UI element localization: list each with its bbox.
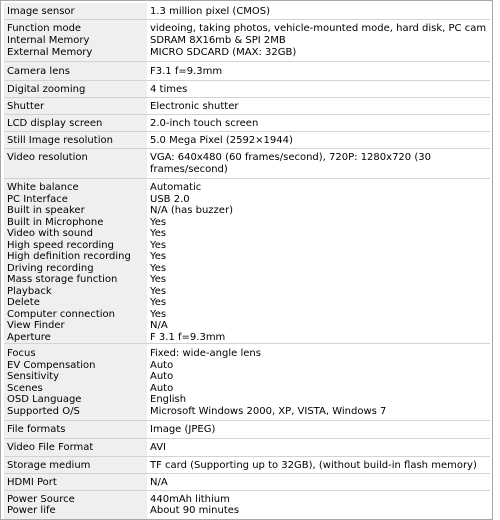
- spec-label: Scenes: [7, 382, 43, 394]
- spec-label: Built in Microphone: [7, 216, 104, 228]
- spec-label: Supported O/S: [7, 405, 80, 417]
- spec-label-cell: [4, 81, 147, 97]
- spec-row-storage-medium: [4, 457, 490, 474]
- spec-value: 440mAh lithium: [150, 494, 230, 505]
- spec-value: 2.0-inch touch screen: [150, 118, 259, 129]
- spec-row-hdmi-port: [4, 474, 490, 491]
- spec-value: Auto: [150, 359, 174, 371]
- spec-value: Yes: [150, 228, 167, 239]
- spec-value: VGA: 640x480 (60 frames/second), 720P: 1280x720 (30: [150, 152, 431, 163]
- spec-row-power-group: [4, 491, 490, 519]
- spec-value: SDRAM 8X16mb & SPI 2MB: [150, 35, 286, 46]
- spec-value-cell: [147, 62, 490, 80]
- spec-label: Mass storage function: [7, 274, 118, 285]
- spec-row-camera-lens: [4, 62, 490, 81]
- spec-value: F 3.1 f=9.3mm: [150, 331, 226, 343]
- spec-value-cell: [147, 20, 490, 61]
- spec-value: Auto: [150, 371, 174, 382]
- spec-value: Microsoft Windows 2000, XP, VISTA, Windows 7: [150, 405, 387, 417]
- spec-label: Function mode: [7, 23, 82, 34]
- spec-label: View Finder: [7, 320, 65, 331]
- spec-label-cell: [4, 20, 147, 61]
- spec-value-cell: [147, 421, 490, 438]
- spec-value: Yes: [150, 308, 167, 320]
- spec-label: Aperture: [7, 331, 51, 343]
- spec-label: Driving recording: [7, 262, 94, 274]
- spec-row-video-file-format: [4, 439, 490, 457]
- spec-label-cell: [4, 132, 147, 148]
- spec-row-features-group: [4, 179, 490, 344]
- spec-value-cell: [147, 179, 490, 343]
- spec-value-cell: [147, 3, 490, 19]
- spec-value: F3.1 f=9.3mm: [150, 66, 223, 77]
- spec-row-lcd-display: [4, 115, 490, 132]
- spec-label: External Memory: [7, 47, 93, 58]
- spec-label: PC Interface: [7, 193, 68, 205]
- spec-row-digital-zooming: [4, 81, 490, 98]
- spec-value-cell: [147, 457, 490, 473]
- spec-value: Auto: [150, 382, 174, 394]
- spec-label-cell: [4, 421, 147, 438]
- spec-label: HDMI Port: [7, 477, 57, 488]
- spec-value: About 90 minutes: [150, 505, 240, 516]
- spec-label: Shutter: [7, 101, 45, 112]
- spec-row-settings-group: [4, 344, 490, 421]
- spec-row-image-sensor: [4, 3, 490, 20]
- spec-value: Image (JPEG): [150, 424, 216, 435]
- spec-label: Sensitivity: [7, 371, 60, 382]
- spec-value: Yes: [150, 239, 167, 251]
- spec-label: Image sensor: [7, 6, 75, 17]
- spec-label: Focus: [7, 348, 36, 359]
- spec-value: Electronic shutter: [150, 101, 239, 112]
- spec-value: Yes: [150, 262, 167, 274]
- spec-label: File formats: [7, 424, 66, 435]
- spec-value-cell: [147, 474, 490, 490]
- spec-row-still-image-resolution: [4, 132, 490, 149]
- spec-value: 1.3 million pixel (CMOS): [150, 6, 271, 17]
- spec-label-cell: [4, 457, 147, 473]
- spec-value-cell: [147, 439, 490, 456]
- spec-label: Digital zooming: [7, 84, 86, 95]
- spec-value-cell: [147, 81, 490, 97]
- spec-value: Fixed: wide-angle lens: [150, 348, 261, 359]
- spec-label-cell: [4, 344, 147, 420]
- spec-label: EV Compensation: [7, 359, 96, 371]
- spec-label-cell: [4, 149, 147, 178]
- spec-label: High definition recording: [7, 251, 131, 262]
- spec-label: Playback: [7, 285, 52, 297]
- spec-value-cell: [147, 149, 490, 178]
- spec-value: frames/second): [150, 164, 228, 175]
- spec-row-file-formats: [4, 421, 490, 439]
- spec-label: Video with sound: [7, 228, 93, 239]
- spec-row-function-memory: [4, 20, 490, 62]
- spec-label: Built in speaker: [7, 205, 85, 216]
- spec-label: Video resolution: [7, 152, 88, 163]
- spec-value: AVI: [150, 442, 166, 453]
- spec-value: Yes: [150, 274, 167, 285]
- spec-label: High speed recording: [7, 239, 114, 251]
- spec-value: videoing, taking photos, vehicle-mounted mode, hard disk, PC cam: [150, 23, 487, 34]
- spec-value-cell: [147, 132, 490, 148]
- spec-label-cell: [4, 98, 147, 114]
- spec-value: N/A: [150, 320, 168, 331]
- spec-value-cell: [147, 344, 490, 420]
- spec-label-cell: [4, 62, 147, 80]
- spec-value-cell: [147, 98, 490, 114]
- spec-row-shutter: [4, 98, 490, 115]
- spec-label: Internal Memory: [7, 35, 90, 46]
- spec-value: Automatic: [150, 182, 202, 193]
- spec-value: 4 times: [150, 84, 188, 95]
- spec-label-cell: [4, 474, 147, 490]
- spec-value: 5.0 Mega Pixel (2592×1944): [150, 135, 293, 146]
- spec-value: Yes: [150, 297, 167, 308]
- spec-label: Delete: [7, 297, 40, 308]
- spec-label-cell: [4, 179, 147, 343]
- spec-label: Power life: [7, 505, 56, 516]
- spec-label: Power Source: [7, 494, 75, 505]
- spec-value-cell: [147, 115, 490, 131]
- spec-label: Computer connection: [7, 308, 115, 320]
- spec-label-cell: [4, 115, 147, 131]
- spec-label: Still Image resolution: [7, 135, 113, 146]
- spec-label: Video File Format: [7, 442, 94, 453]
- spec-label: Storage medium: [7, 460, 91, 471]
- spec-value: TF card (Supporting up to 32GB), (without build-in flash memory): [150, 460, 477, 471]
- spec-value-cell: [147, 491, 490, 519]
- spec-value: USB 2.0: [150, 193, 190, 205]
- spec-label: White balance: [7, 182, 79, 193]
- spec-label: OSD Language: [7, 394, 82, 405]
- spec-value: N/A (has buzzer): [150, 205, 233, 216]
- spec-value: Yes: [150, 285, 167, 297]
- spec-label-cell: [4, 491, 147, 519]
- spec-value: Yes: [150, 251, 167, 262]
- spec-value: English: [150, 394, 187, 405]
- spec-value: Yes: [150, 216, 167, 228]
- spec-label-cell: [4, 439, 147, 456]
- spec-label-cell: [4, 3, 147, 19]
- spec-label: LCD display screen: [7, 118, 103, 129]
- spec-value: MICRO SDCARD (MAX: 32GB): [150, 47, 297, 58]
- spec-row-video-resolution: [4, 149, 490, 179]
- spec-label: Camera lens: [7, 66, 70, 77]
- spec-value: N/A: [150, 477, 168, 488]
